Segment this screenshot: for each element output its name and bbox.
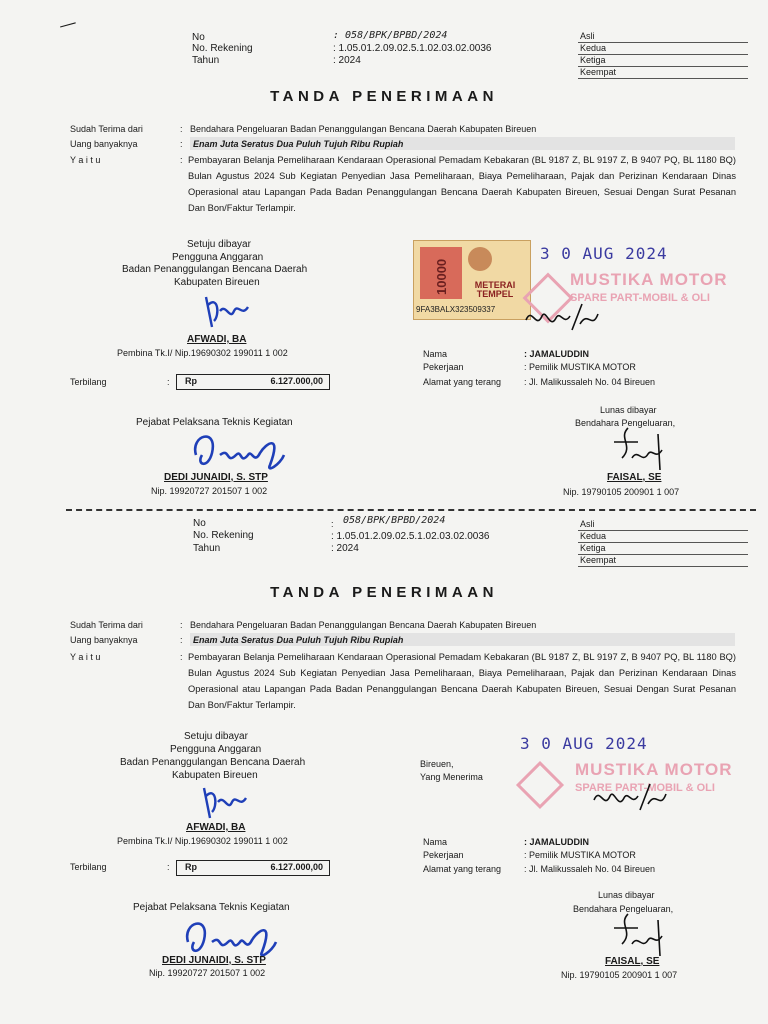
rp-label: Rp	[185, 862, 197, 872]
no-value: : 058/BPK/BPBD/2024	[333, 30, 448, 41]
label-yaitu: Y a i t u	[70, 652, 101, 662]
stamp-diamond-icon	[516, 761, 564, 809]
label-tahun: Tahun	[192, 55, 220, 66]
meterai-value: 10000	[434, 258, 449, 295]
colon: :	[180, 155, 183, 165]
copy-list	[578, 31, 748, 79]
label-no: No	[192, 32, 205, 43]
kabupaten-label: Kabupaten Bireuen	[174, 277, 260, 288]
shop-stamp-name: MUSTIKA MOTOR	[570, 270, 728, 289]
bendahara-label: Bendahara Pengeluaran,	[573, 904, 674, 914]
colon: :	[180, 620, 183, 630]
bireuen-label: Bireuen,	[420, 759, 454, 769]
sudah-terima-value: Bendahara Pengeluaran Badan Penanggulangan Bencana Daerah Kabupaten Bireuen	[190, 124, 537, 134]
label-terbilang: Terbilang	[70, 862, 107, 872]
penerima-pekerjaan: : Pemilik MUSTIKA MOTOR	[524, 362, 636, 372]
date-stamp: 3 0 AUG 2024	[540, 244, 668, 263]
badan-label: Badan Penanggulangan Bencana Daerah	[120, 757, 306, 768]
pengguna-anggaran: Pengguna Anggaran	[172, 252, 264, 263]
label-nama: Nama	[423, 349, 448, 359]
amount-words: Enam Juta Seratus Dua Puluh Tujuh Ribu Rupiah	[193, 139, 404, 149]
amount-words: Enam Juta Seratus Dua Puluh Tujuh Ribu Rupiah	[193, 635, 404, 645]
colon: :	[180, 635, 183, 645]
amount-box	[176, 860, 330, 876]
pengguna-nip: Pembina Tk.I/ Nip.19690302 199011 1 002	[117, 836, 288, 846]
copy-keempat: Keempat	[578, 555, 748, 567]
label-yaitu: Y a i t u	[70, 155, 101, 165]
tahun-value: : 2024	[333, 55, 361, 66]
pejabat-label: Pejabat Pelaksana Teknis Kegiatan	[136, 417, 293, 428]
penerima-nama: : JAMALUDDIN	[524, 349, 589, 359]
pengguna-anggaran: Pengguna Anggaran	[170, 744, 262, 755]
colon: :	[180, 652, 183, 662]
no-handwritten: 058/BPK/BPBD/2024	[343, 515, 446, 526]
signature-faisal	[608, 910, 668, 958]
copy-kedua: Kedua	[578, 43, 748, 55]
rekening-value: : 1.05.01.2.09.02.5.1.02.03.02.0036	[333, 43, 492, 54]
signature-dedi	[190, 425, 290, 477]
document-title: TANDA PENERIMAAN	[270, 88, 498, 105]
colon: :	[167, 862, 170, 872]
badan-label: Badan Penanggulangan Bencana Daerah	[122, 264, 308, 275]
copy-keempat: Keempat	[578, 67, 748, 79]
signature-afwadi	[196, 784, 256, 824]
label-terbilang: Terbilang	[70, 377, 107, 387]
label-sudah-terima: Sudah Terima dari	[70, 620, 143, 630]
copy-list	[578, 519, 748, 567]
colon: :	[167, 377, 170, 387]
colon: :	[180, 139, 183, 149]
lunas-label: Lunas dibayar	[598, 890, 655, 900]
purpose-text: Pembayaran Belanja Pemeliharaan Kendaraan Operasional Pemadam Kebakaran (BL 9187 Z, BL 9197 Z, B 9407 PQ, BL 1180 BQ) Bulan Agustus 2024 Sub Kegiatan Penyedian Jasa Pemeliharaan, Biaya Pemeliharaan, Pajak dan Perizinan Kendaraan Dinas Operasional atau Lapangan Pada Badan Penanggulangan Bencana Daerah Kabupaten Bireuen, Sesuai Dengan Surat Pesanan Dan Bon/Faktur Terlampir.	[188, 652, 736, 710]
bendahara-nip: Nip. 19790105 200901 1 007	[563, 487, 680, 497]
copy-ketiga: Ketiga	[578, 543, 748, 555]
corner-mark: —	[57, 14, 78, 35]
copy-kedua: Kedua	[578, 531, 748, 543]
amount-value: 6.127.000,00	[270, 862, 323, 872]
signature-jamaluddin	[590, 780, 670, 820]
document-title: TANDA PENERIMAAN	[270, 584, 498, 601]
signature-afwadi	[198, 293, 258, 333]
pptk-nip: Nip. 19920727 201507 1 002	[149, 968, 266, 978]
penerima-nama: : JAMALUDDIN	[524, 837, 589, 847]
signature-jamaluddin	[522, 300, 602, 340]
bendahara-nip: Nip. 19790105 200901 1 007	[561, 970, 678, 980]
penerima-pekerjaan: : Pemilik MUSTIKA MOTOR	[524, 850, 636, 860]
tahun-value: : 2024	[331, 543, 359, 554]
cut-line	[66, 509, 756, 511]
label-no-rekening: No. Rekening	[193, 530, 254, 541]
yang-menerima: Yang Menerima	[420, 772, 483, 782]
shop-stamp-name: MUSTIKA MOTOR	[575, 760, 733, 779]
pengguna-nip: Pembina Tk.I/ Nip.19690302 199011 1 002	[117, 348, 288, 358]
shop-stamp-sub: SPARE PART-MOBIL & OLI	[570, 292, 710, 304]
garuda-icon	[468, 247, 492, 271]
setuju-dibayar: Setuju dibayar	[184, 731, 248, 742]
pengguna-name: AFWADI, BA	[187, 334, 247, 345]
bendahara-name: FAISAL, SE	[605, 956, 660, 967]
label-no: No	[193, 518, 206, 529]
pengguna-name: AFWADI, BA	[186, 822, 246, 833]
label-pekerjaan: Pekerjaan	[423, 362, 464, 372]
meterai-stamp	[413, 240, 531, 320]
bendahara-label: Bendahara Pengeluaran,	[575, 418, 676, 428]
lunas-label: Lunas dibayar	[600, 405, 657, 415]
pptk-name: DEDI JUNAIDI, S. STP	[162, 955, 266, 966]
penerima-alamat: : Jl. Malikussaleh No. 04 Bireuen	[524, 864, 656, 874]
label-nama: Nama	[423, 837, 448, 847]
rekening-value: : 1.05.01.2.09.02.5.1.02.03.02.0036	[331, 531, 490, 542]
amount-box	[176, 374, 330, 390]
pptk-name: DEDI JUNAIDI, S. STP	[164, 472, 268, 483]
copy-asli: Asli	[578, 519, 748, 531]
label-alamat: Alamat yang terang	[423, 377, 502, 387]
meterai-label: METERAI TEMPEL	[474, 280, 516, 299]
pejabat-label: Pejabat Pelaksana Teknis Kegiatan	[133, 902, 290, 913]
label-pekerjaan: Pekerjaan	[423, 850, 464, 860]
meterai-serial: 9FA3BALX323509337	[416, 305, 496, 314]
bendahara-name: FAISAL, SE	[607, 472, 662, 483]
purpose-text: Pembayaran Belanja Pemeliharaan Kendaraan Operasional Pemadam Kebakaran (BL 9187 Z, BL 9197 Z, B 9407 PQ, BL 1180 BQ) Bulan Agustus 2024 Sub Kegiatan Penyedian Jasa Pemeliharaan, Biaya Pemeliharaan, Pajak dan Perizinan Kendaraan Dinas Operasional atau Lapangan Pada Badan Penanggulangan Bencana Daerah Kabupaten Bireuen, Sesuai Dengan Surat Pesanan Dan Bon/Faktur Terlampir.	[188, 155, 736, 213]
sudah-terima-value: Bendahara Pengeluaran Badan Penanggulangan Bencana Daerah Kabupaten Bireuen	[190, 620, 537, 630]
label-sudah-terima: Sudah Terima dari	[70, 124, 143, 134]
shop-stamp-sub: SPARE PART-MOBIL & OLI	[575, 782, 715, 794]
copy-asli: Asli	[578, 31, 748, 43]
colon: :	[180, 124, 183, 134]
rp-label: Rp	[185, 376, 197, 386]
label-uang-banyaknya: Uang banyaknya	[70, 635, 138, 645]
kabupaten-label: Kabupaten Bireuen	[172, 770, 258, 781]
penerima-alamat: : Jl. Malikussaleh No. 04 Bireuen	[524, 377, 656, 387]
label-alamat: Alamat yang terang	[423, 864, 502, 874]
colon: :	[331, 519, 334, 529]
amount-value: 6.127.000,00	[270, 376, 323, 386]
label-uang-banyaknya: Uang banyaknya	[70, 139, 138, 149]
setuju-dibayar: Setuju dibayar	[187, 239, 251, 250]
pptk-nip: Nip. 19920727 201507 1 002	[151, 486, 268, 496]
label-no-rekening: No. Rekening	[192, 43, 253, 54]
copy-ketiga: Ketiga	[578, 55, 748, 67]
date-stamp: 3 0 AUG 2024	[520, 734, 648, 753]
label-tahun: Tahun	[193, 543, 221, 554]
signature-faisal	[608, 424, 668, 472]
